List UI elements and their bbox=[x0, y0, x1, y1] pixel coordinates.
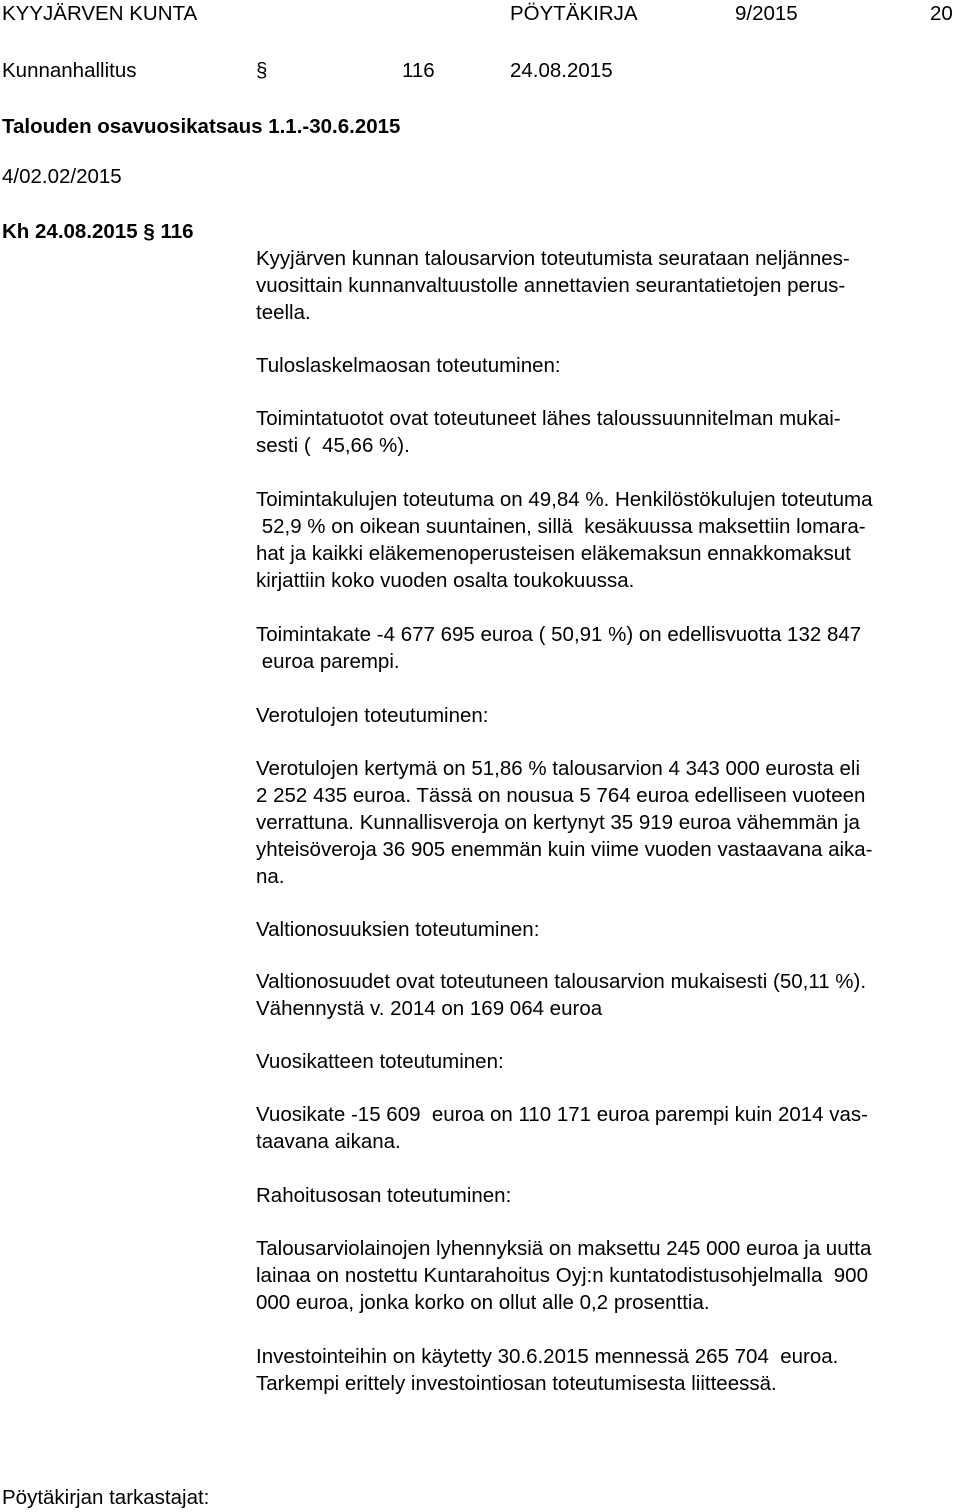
heading-financing: Rahoitusosan toteutuminen: bbox=[256, 1184, 512, 1207]
page-title: Talouden osavuosikatsaus 1.1.-30.6.2015 bbox=[2, 115, 401, 138]
intro-paragraph: Kyyjärven kunnan talousarvion toteutumista seurataan neljännes- vuosittain kunnanvaltuustolle annettavien seurantatietojen perus- teella. bbox=[256, 247, 850, 324]
paragraph-operating-margin: Toimintakate -4 677 695 euroa ( 50,91 %) on edellisvuotta 132 847 euroa parempi. bbox=[256, 623, 862, 673]
doc-type: PÖYTÄKIRJA bbox=[510, 2, 638, 25]
item-section-sign: § bbox=[143, 220, 155, 243]
paragraph-state-subsidies: Valtionosuudet ovat toteutuneen talousarvion mukaisesti (50,11 %). Vähennystä v. 2014 on 169 064 euroa bbox=[256, 970, 867, 1020]
item-label bbox=[2, 218, 194, 245]
reference-number: 4/02.02/2015 bbox=[2, 165, 122, 188]
item-date: Kh 24.08.2015 bbox=[2, 220, 138, 243]
heading-income-statement: Tuloslaskelmaosan toteutuminen: bbox=[256, 354, 561, 377]
paragraph-tax-revenue: Verotulojen kertymä on 51,86 % talousarvion 4 343 000 eurosta eli 2 252 435 euroa. Tässä on nousua 5 764 euroa edelliseen vuoteen verrattuna. Kunnallisveroja on kertynyt 35 919 euroa vähemmän ja yhteisöveroja 36 905 enemmän kuin viime vuoden vastaavana aika- na. bbox=[256, 757, 873, 888]
footer-inspectors: Pöytäkirjan tarkastajat: bbox=[2, 1486, 210, 1509]
heading-annual-margin: Vuosikatteen toteutuminen: bbox=[256, 1050, 504, 1073]
item-number: 116 bbox=[160, 220, 194, 243]
paragraph-annual-margin: Vuosikate -15 609 euroa on 110 171 euroa parempi kuin 2014 vas- taavana aikana. bbox=[256, 1103, 868, 1153]
paragraph-operating-costs: Toimintakulujen toteutuma on 49,84 %. Henkilöstökulujen toteutuma 52,9 % on oikean suuntainen, sillä kesäkuussa maksettiin lomara- hat ja kaikki eläkemenoperusteisen eläkemaksun ennakkomaksut kirjattiin koko vuoden osalta toukokuussa. bbox=[256, 488, 873, 592]
section-sign: § bbox=[256, 59, 268, 82]
meeting-date: 24.08.2015 bbox=[510, 59, 613, 82]
paragraph-operating-income: Toimintatuotot ovat toteutuneet lähes taloussuunnitelman mukai- sesti ( 45,66 %). bbox=[256, 407, 841, 457]
org-name: KYYJÄRVEN KUNTA bbox=[2, 2, 198, 25]
meeting-section: 116 bbox=[402, 59, 435, 82]
paragraph-loans: Talousarviolainojen lyhennyksiä on maksettu 245 000 euroa ja uutta lainaa on nostettu Kuntarahoitus Oyj:n kuntatodistusohjelmalla 900 000 euroa, jonka korko on ollut alle 0,2 prosenttia. bbox=[256, 1237, 872, 1314]
paragraph-investments: Investointeihin on käytetty 30.6.2015 mennessä 265 704 euroa. Tarkempi erittely investointiosan toteutumisesta liitteessä. bbox=[256, 1345, 839, 1395]
meeting-body: Kunnanhallitus bbox=[2, 59, 137, 82]
heading-tax-revenue: Verotulojen toteutuminen: bbox=[256, 704, 489, 727]
doc-number: 9/2015 bbox=[735, 2, 798, 25]
heading-state-subsidies: Valtionosuuksien toteutuminen: bbox=[256, 918, 540, 941]
page-number: 20 bbox=[930, 2, 953, 25]
